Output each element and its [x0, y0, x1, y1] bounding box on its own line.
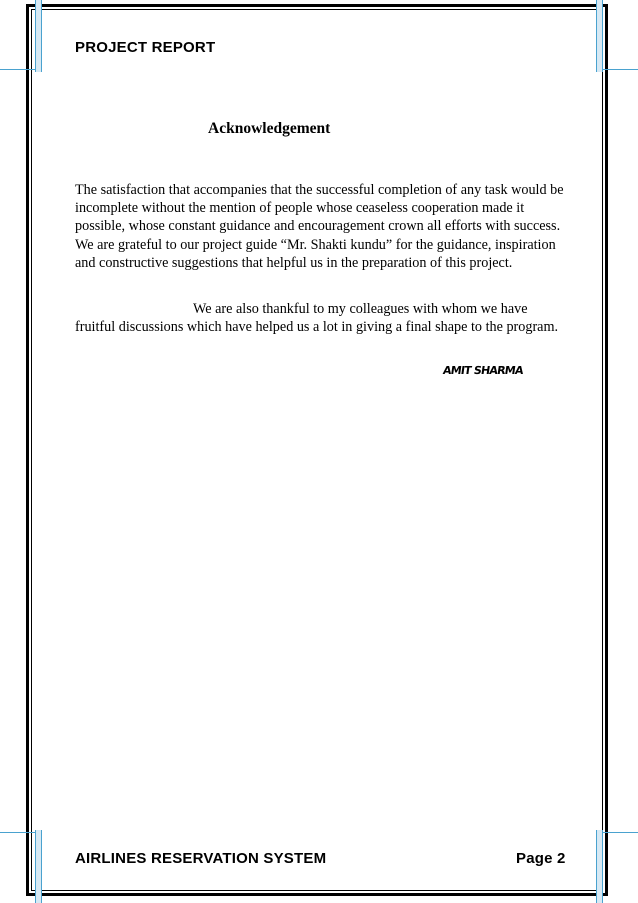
- paragraph-1: The satisfaction that accompanies that the successful completion of any task would be incomplete without the mention of people whose ceaseless cooperation made it possible, whose constant guidance and encouragement crown all efforts with success. We are grateful to our project guide “Mr. Shakti kundu” for the guidance, inspiration and constructive suggestions that helpful us in the preparation of this project.: [75, 182, 564, 271]
- bottom-left-accent-bar: [35, 830, 42, 903]
- header-right-accent-line: [603, 69, 638, 70]
- page-heading: Acknowledgement: [208, 120, 331, 137]
- top-right-accent-bar: [596, 0, 603, 72]
- footer-title: AIRLINES RESERVATION SYSTEM: [75, 850, 327, 867]
- paragraph-2: [75, 300, 567, 336]
- top-left-accent-bar: [35, 0, 42, 72]
- header-title: PROJECT REPORT: [75, 39, 216, 56]
- signature: AMIT SHARMA: [442, 364, 524, 377]
- bottom-right-accent-bar: [596, 830, 603, 903]
- paragraph-2-text: We are also thankful to my colleagues with whom we have fruitful discussions which have helped us a lot in giving a final shape to the program.: [75, 301, 559, 336]
- page-border-inner: [31, 9, 603, 891]
- footer-right-accent-line: [603, 832, 638, 833]
- header-left-accent-line: [0, 69, 35, 70]
- footer-left-accent-line: [0, 832, 35, 833]
- page-number: Page 2: [516, 850, 566, 867]
